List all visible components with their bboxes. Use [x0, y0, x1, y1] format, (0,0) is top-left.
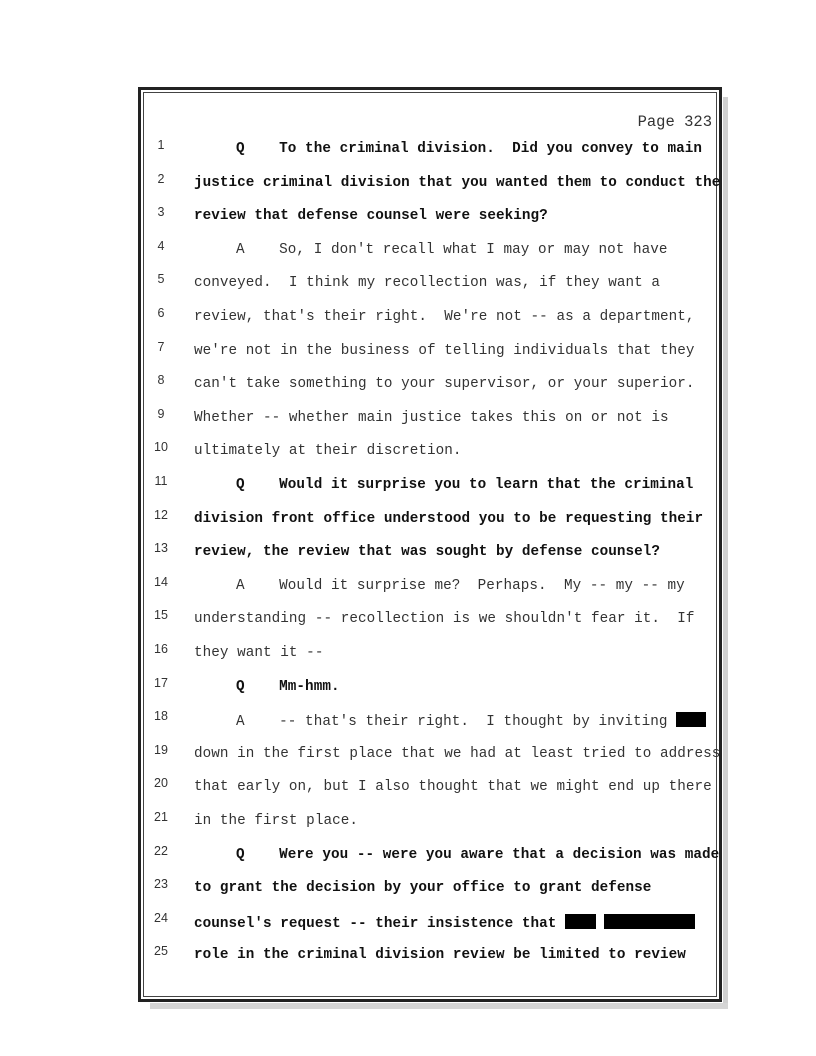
answer-text [194, 376, 695, 392]
question-text [236, 847, 719, 863]
line-number: 9 [157, 406, 165, 421]
question-text [236, 477, 693, 493]
line-number: 4 [157, 238, 165, 253]
line-number: 3 [157, 205, 165, 220]
transcript-line [0, 610, 816, 630]
line-content: division front office understood you to be requesting their [194, 510, 704, 527]
question-text [194, 880, 651, 896]
line-number: 10 [154, 440, 168, 455]
speaker-label: Q [236, 141, 245, 157]
line-number: 23 [154, 877, 168, 892]
line-number: 7 [157, 339, 165, 354]
transcript-line [0, 308, 816, 328]
transcript-line [0, 574, 816, 597]
line-number: 25 [154, 944, 168, 959]
answer-text [236, 578, 685, 594]
transcript-line [0, 644, 816, 664]
transcript-line [0, 476, 816, 496]
page-number: Page 323 [637, 113, 712, 131]
line-number: 6 [157, 306, 165, 320]
redaction-block [565, 914, 596, 929]
question-text [194, 914, 695, 932]
question-text [194, 511, 703, 527]
speaker-label: A [236, 241, 245, 258]
answer-text [194, 645, 323, 661]
question-text [194, 208, 548, 224]
answer-text [236, 242, 668, 258]
answer-text [194, 275, 660, 291]
line-number: 19 [154, 742, 168, 757]
line-number: 22 [154, 843, 168, 858]
answer-text [194, 309, 695, 325]
line-content: can't take something to your supervisor, or your superior. [194, 376, 695, 393]
transcript-line [0, 946, 816, 966]
transcript-line [0, 442, 816, 462]
answer-text [194, 779, 712, 795]
question-text [194, 544, 660, 560]
line-content: Would it surprise me? Perhaps. My -- my -- my [279, 577, 685, 594]
line-content: counsel's request -- their insistence that [194, 915, 566, 932]
answer-text [194, 410, 669, 426]
line-number: 11 [154, 474, 168, 488]
line-content: role in the criminal division review be limited to review [194, 947, 686, 964]
line-number: 12 [154, 507, 168, 522]
transcript-line [0, 171, 816, 194]
transcript-line [0, 140, 816, 160]
line-content: To the criminal division. Did you convey to main [279, 141, 703, 157]
speaker-label: Q [236, 678, 245, 695]
line-content: in the first place. [194, 813, 358, 829]
transcript-line [0, 339, 816, 362]
line-number: 21 [154, 810, 168, 824]
line-number: 16 [154, 642, 168, 656]
transcript-line [0, 507, 816, 530]
line-content: review, that's their right. We're not -- as a department, [194, 309, 695, 325]
answer-text [194, 611, 695, 627]
line-content: down in the first place that we had at least tried to address [194, 745, 721, 762]
transcript-line [0, 406, 816, 429]
line-content: conveyed. I think my recollection was, if they want a [194, 275, 660, 292]
line-number: 17 [154, 675, 168, 690]
speaker-label: Q [236, 846, 245, 863]
line-number: 15 [154, 608, 168, 623]
speaker-label: A [236, 714, 245, 731]
line-number: 18 [154, 709, 168, 724]
line-content: -- that's their right. I thought by inviting [279, 714, 677, 731]
line-content: understanding -- recollection is we shouldn't fear it. If [194, 611, 695, 628]
transcript-line [0, 843, 816, 866]
redaction-block [676, 712, 706, 727]
transcript-line [0, 207, 816, 227]
answer-text [194, 813, 358, 829]
transcript-line [0, 274, 816, 294]
transcript-line [0, 812, 816, 832]
transcript-line [0, 375, 816, 395]
line-content: to grant the decision by your office to grant defense [194, 880, 652, 897]
transcript-line [0, 910, 816, 933]
line-number: 13 [154, 541, 168, 556]
line-content: So, I don't recall what I may or may not have [279, 241, 668, 258]
line-content: we're not in the business of telling individuals that they [194, 342, 695, 359]
question-text [194, 175, 720, 191]
line-content: justice criminal division that you wanted them to conduct the [194, 174, 721, 191]
transcript-line [0, 675, 816, 698]
answer-text [194, 443, 462, 459]
line-number: 2 [157, 171, 165, 186]
line-number: 20 [154, 776, 168, 791]
answer-text [194, 343, 695, 359]
line-number: 24 [154, 910, 168, 925]
transcript-line [0, 879, 816, 899]
line-content: ultimately at their discretion. [194, 443, 462, 460]
line-content: that early on, but I also thought that we might end up there [194, 779, 712, 796]
line-content: Would it surprise you to learn that the criminal [279, 477, 694, 493]
line-number: 8 [157, 373, 165, 388]
line-number: 1 [157, 138, 165, 152]
line-content: review, the review that was sought by defense counsel? [194, 544, 660, 561]
speaker-label: Q [236, 477, 245, 493]
redaction-block [604, 914, 695, 929]
transcript-line [0, 238, 816, 261]
line-content: review that defense counsel were seeking? [194, 208, 548, 225]
line-content: they want it -- [194, 645, 324, 661]
line-content: Mm-hmm. [279, 678, 340, 695]
transcript-line [0, 711, 816, 731]
line-content: Whether -- whether main justice takes this on or not is [194, 409, 669, 426]
question-text [236, 141, 702, 157]
speaker-label: A [236, 577, 245, 594]
question-text [236, 679, 340, 695]
transcript-line [0, 778, 816, 798]
answer-text [194, 746, 720, 762]
question-text [194, 947, 686, 963]
transcript-line [0, 543, 816, 563]
line-content: Were you -- were you aware that a decision was made [279, 846, 720, 863]
answer-text [236, 712, 706, 730]
transcript-line [0, 742, 816, 765]
page-frame-shadow [150, 1003, 728, 1009]
line-number: 14 [154, 574, 168, 589]
line-number: 5 [157, 272, 165, 287]
